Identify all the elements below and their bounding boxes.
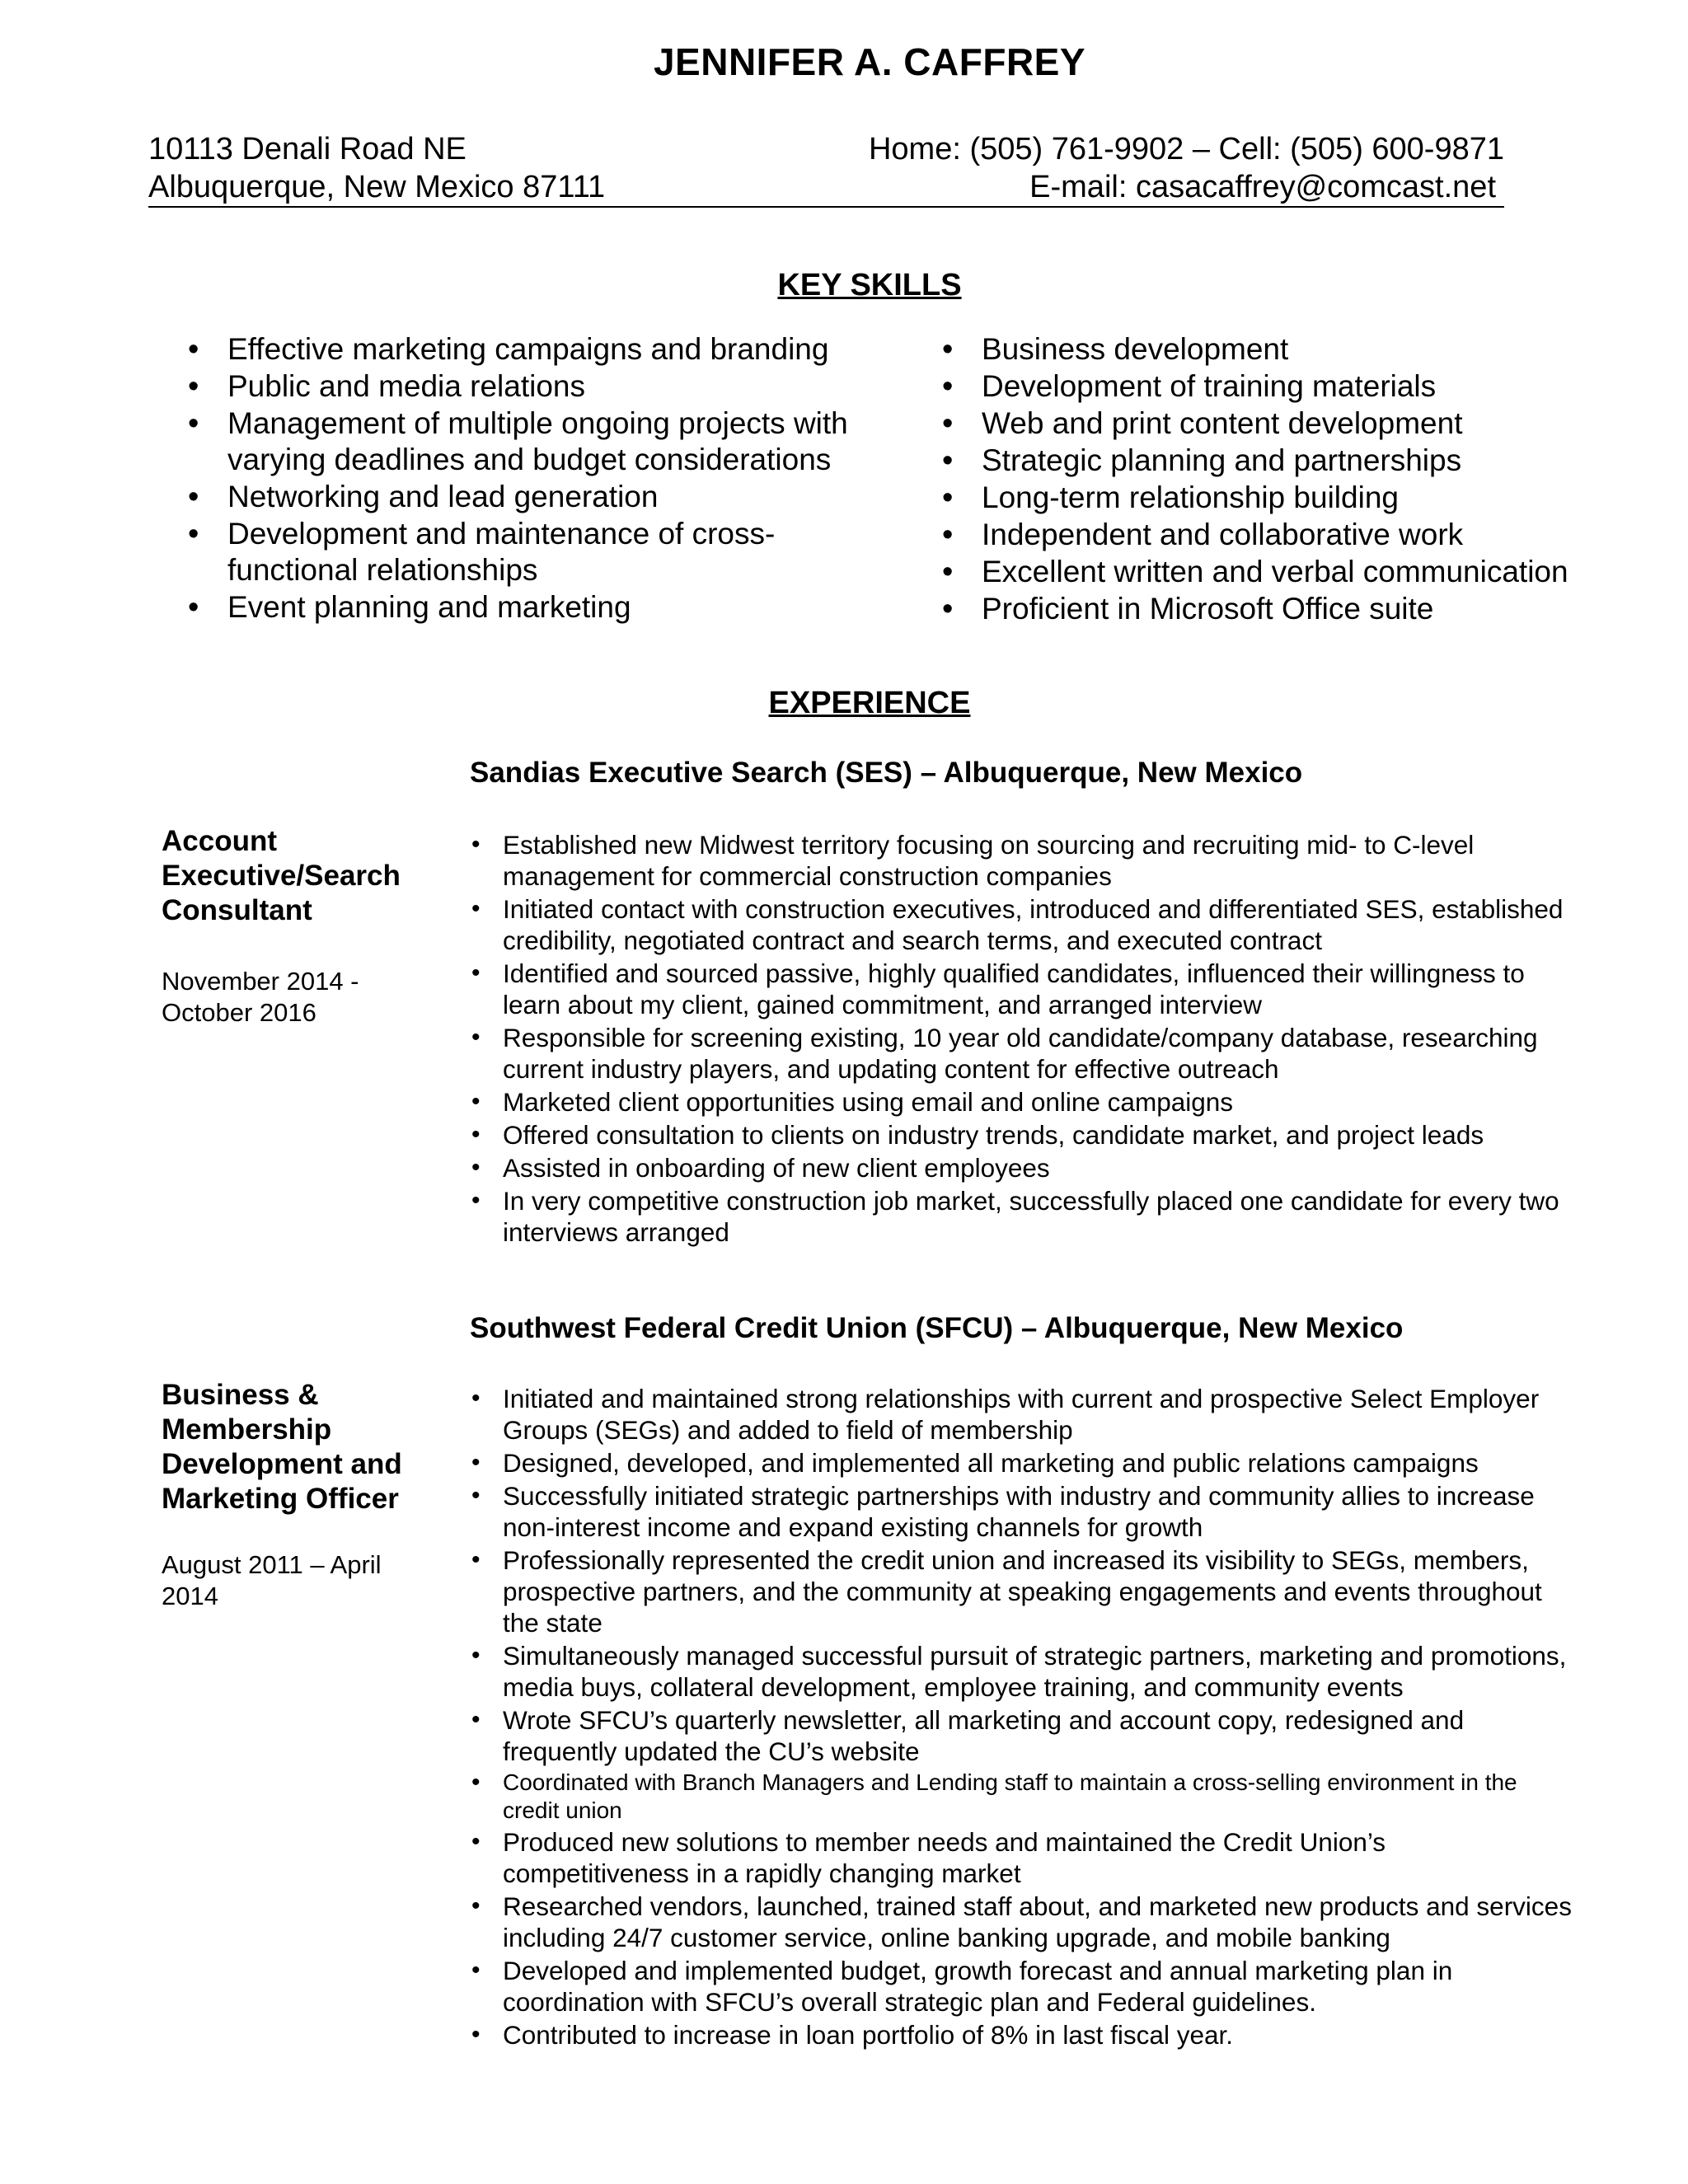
job-bullet: • Offered consultation to clients on industry trends, candidate market, and project leads (470, 1119, 1574, 1151)
candidate-name: JENNIFER A. CAFFREY (653, 40, 1086, 83)
skill-item: • Excellent written and verbal communication (935, 554, 1661, 590)
job-bullet: • Simultaneously managed successful pursuit of strategic partners, marketing and promotions, media buys, collateral development, employee training, and community events (470, 1640, 1574, 1703)
job-company: Southwest Federal Credit Union (SFCU) – Albuquerque, New Mexico (470, 1312, 1404, 1344)
skill-item: • Business development (935, 331, 1661, 368)
job-bullet: • Researched vendors, launched, trained staff about, and marketed new products and services including 24/7 customer service, online banking upgrade, and mobile banking (470, 1891, 1574, 1953)
skill-item: • Networking and lead generation (181, 479, 882, 515)
job-bullet: • Initiated contact with construction executives, introduced and differentiated SES, established credibility, negotiated contract and search terms, and executed contract (470, 893, 1574, 956)
job-bullet: • Wrote SFCU’s quarterly newsletter, all marketing and account copy, redesigned and frequently updated the CU’s website (470, 1704, 1574, 1767)
address-line-1: 10113 Denali Road NE (148, 132, 467, 166)
job-role: Business & Membership Development and Marketing Officer (162, 1379, 402, 1515)
skill-item: • Event planning and marketing (181, 589, 882, 626)
job-bullet: • Produced new solutions to member needs and maintained the Credit Union’s competitiveness in a rapidly changing market (470, 1826, 1574, 1889)
skill-item: • Independent and collaborative work (935, 517, 1661, 553)
contact-block (148, 130, 1504, 208)
job-bullet: • Responsible for screening existing, 10 year old candidate/company database, researching current industry players, and updating content for effective outreach (470, 1022, 1574, 1085)
job-bullet: • Successfully initiated strategic partnerships with industry and community allies to increase non-interest income and expand existing channels for growth (470, 1480, 1574, 1543)
job-bullet: • Professionally represented the credit union and increased its visibility to SEGs, members, prospective partners, and the community at speaking engagements and events throughout the state (470, 1544, 1574, 1638)
job-bullet: • Identified and sourced passive, highly qualified candidates, influenced their willingness to learn about my client, gained commitment, and arranged interview (470, 958, 1574, 1020)
job-bullet: • In very competitive construction job market, successfully placed one candidate for every two interviews arranged (470, 1185, 1574, 1248)
job-bullet: • Initiated and maintained strong relationships with current and prospective Select Employer Groups (SEGs) and added to field of membership (470, 1383, 1574, 1446)
job-bullets (470, 1383, 1574, 2052)
job-bullets (470, 829, 1574, 1249)
address-line-2: Albuquerque, New Mexico 87111 (148, 170, 606, 204)
key-skills-left-list (181, 331, 882, 626)
phone-numbers: Home: (505) 761-9902 – Cell: (505) 600-9871 (868, 132, 1504, 166)
job-bullet: • Contributed to increase in loan portfolio of 8% in last fiscal year. (470, 2019, 1574, 2050)
job-bullet: • Coordinated with Branch Managers and Lending staff to maintain a cross-selling environment in the credit union (470, 1769, 1574, 1825)
job-bullet: • Assisted in onboarding of new client employees (470, 1152, 1574, 1183)
skill-item: • Web and print content development (935, 405, 1661, 442)
job-bullet: • Marketed client opportunities using email and online campaigns (470, 1086, 1574, 1118)
key-skills-right-list (935, 331, 1661, 628)
job-dates: August 2011 – April 2014 (162, 1550, 382, 1610)
skill-item: • Development and maintenance of cross-functional relationships (181, 516, 882, 588)
experience-heading: EXPERIENCE (768, 686, 971, 720)
key-skills-heading: KEY SKILLS (777, 268, 962, 302)
skill-item: • Management of multiple ongoing projects with varying deadlines and budget considerations (181, 405, 882, 478)
skill-item: • Development of training materials (935, 368, 1661, 405)
email-address: E-mail: casacaffrey@comcast.net (1029, 170, 1496, 204)
skill-item: • Strategic planning and partnerships (935, 443, 1661, 479)
skill-item: • Proficient in Microsoft Office suite (935, 591, 1661, 627)
skill-item: • Long-term relationship building (935, 480, 1661, 516)
job-company: Sandias Executive Search (SES) – Albuquerque, New Mexico (470, 757, 1303, 789)
job-bullet: • Designed, developed, and implemented all marketing and public relations campaigns (470, 1447, 1574, 1479)
skill-item: • Effective marketing campaigns and branding (181, 331, 882, 368)
skill-item: • Public and media relations (181, 368, 882, 405)
job-bullet: • Developed and implemented budget, growth forecast and annual marketing plan in coordination with SFCU’s overall strategic plan and Federal guidelines. (470, 1955, 1574, 2018)
job-bullet: • Established new Midwest territory focusing on sourcing and recruiting mid- to C-level management for commercial construction companies (470, 829, 1574, 892)
job-role: Account Executive/Search Consultant (162, 825, 401, 926)
job-dates: November 2014 - October 2016 (162, 967, 359, 1027)
